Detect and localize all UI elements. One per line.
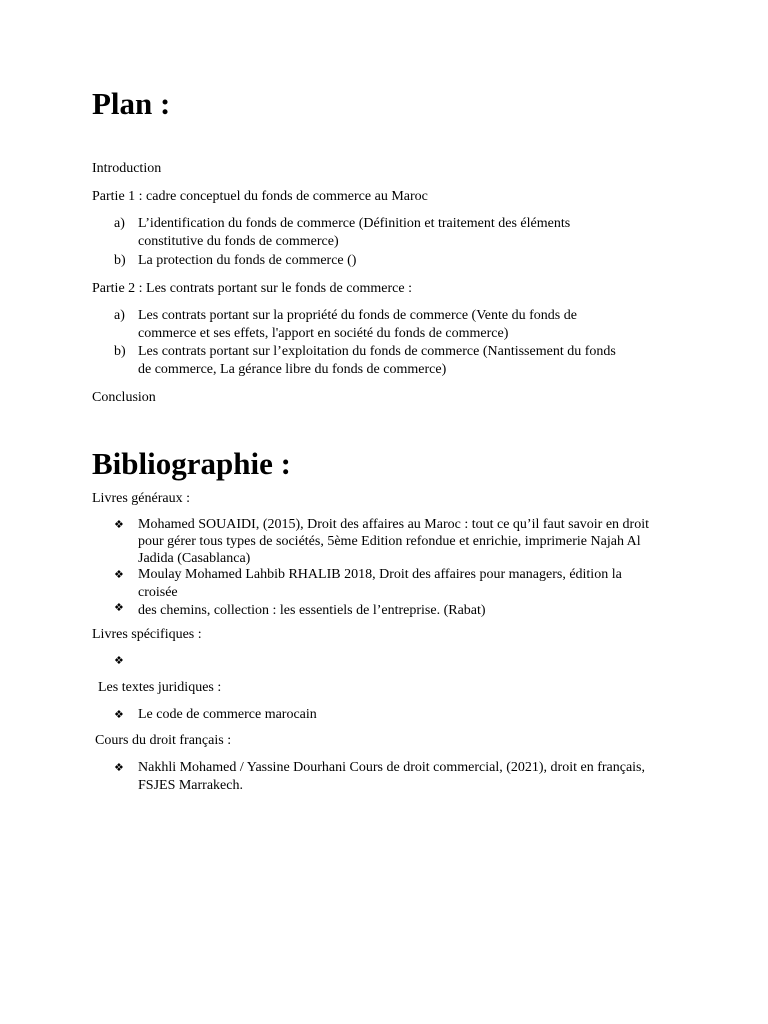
- introduction-line: Introduction: [92, 161, 162, 176]
- diamond-bullet-icon: ❖: [114, 601, 124, 614]
- diamond-bullet-icon: ❖: [114, 761, 124, 774]
- diamond-bullet-icon: ❖: [114, 708, 124, 721]
- line: L’identification du fonds de commerce (Définition et traitement des éléments: [138, 216, 571, 231]
- list-marker: b): [114, 253, 126, 268]
- line: Nakhli Mohamed / Yassine Dourhani Cours de droit commercial, (2021), droit en français,: [138, 760, 646, 775]
- diamond-bullet-icon: ❖: [114, 518, 124, 531]
- list-item-text: [138, 566, 658, 620]
- line: Mohamed SOUAIDI, (2015), Droit des affaires au Maroc : tout ce qu’il faut savoir en droit: [138, 517, 649, 532]
- line: Jadida (Casablanca): [138, 551, 251, 566]
- partie2-title: Partie 2 : Les contrats portant sur le fonds de commerce :: [92, 281, 412, 296]
- line: Les contrats portant sur l’exploitation du fonds de commerce (Nantissement du fonds: [138, 344, 616, 359]
- list-item-text: [138, 759, 658, 795]
- line: des chemins, collection : les essentiels de l’entreprise. (Rabat): [138, 603, 486, 618]
- plan-heading: Plan :: [92, 86, 171, 121]
- line: pour gérer tous types de sociétés, 5ème Edition refondue et enrichie, imprimerie Najah Al: [138, 534, 641, 549]
- list-item-text: [138, 706, 658, 724]
- list-item-text: [138, 215, 658, 251]
- line: de commerce, La gérance libre du fonds de commerce): [138, 362, 447, 377]
- diamond-bullet-icon: ❖: [114, 654, 124, 667]
- conclusion-line: Conclusion: [92, 390, 156, 405]
- line: commerce et ses effets, l'apport en société du fonds de commerce): [138, 326, 509, 341]
- cours-droit-francais-label: Cours du droit français :: [95, 733, 232, 748]
- line: Le code de commerce marocain: [138, 707, 317, 722]
- list-item-text: [138, 307, 658, 343]
- diamond-bullet-icon: ❖: [114, 568, 124, 581]
- line: La protection du fonds de commerce (): [138, 253, 357, 268]
- bibliographie-heading: Bibliographie :: [92, 446, 291, 481]
- list-item-text: [138, 516, 658, 568]
- line: constitutive du fonds de commerce): [138, 234, 339, 249]
- list-marker: b): [114, 344, 126, 359]
- livres-generaux-label: Livres généraux :: [92, 491, 190, 506]
- list-item-text: [138, 252, 658, 270]
- textes-juridiques-label: Les textes juridiques :: [98, 680, 222, 695]
- line: Les contrats portant sur la propriété du fonds de commerce (Vente du fonds de: [138, 308, 577, 323]
- line: FSJES Marrakech.: [138, 778, 243, 793]
- line: Moulay Mohamed Lahbib RHALIB 2018, Droit des affaires pour managers, édition la croisée: [138, 567, 622, 600]
- list-marker: a): [114, 308, 125, 323]
- partie1-title: Partie 1 : cadre conceptuel du fonds de commerce au Maroc: [92, 189, 428, 204]
- list-item-text: [138, 343, 658, 379]
- livres-specifiques-label: Livres spécifiques :: [92, 627, 202, 642]
- list-marker: a): [114, 216, 125, 231]
